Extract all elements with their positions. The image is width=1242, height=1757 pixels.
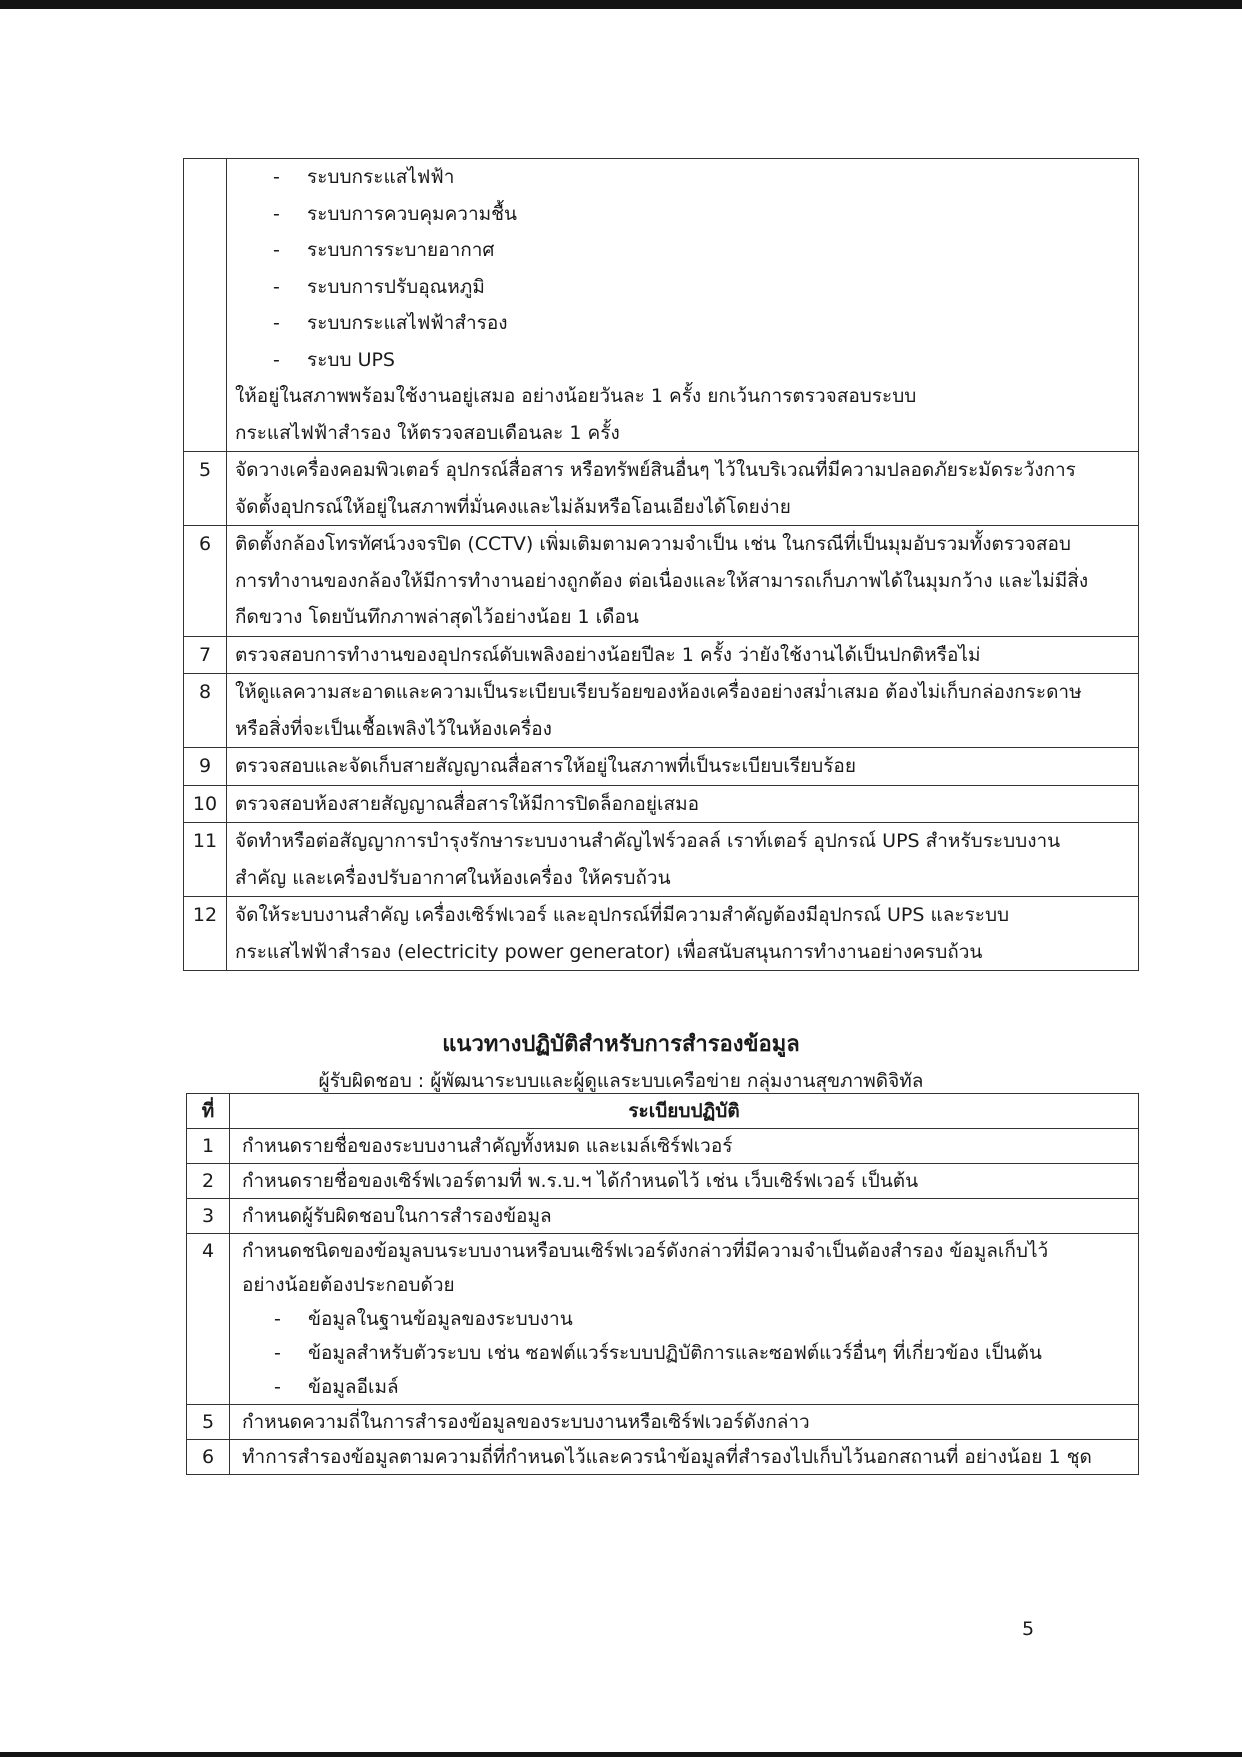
bullet-dash: - <box>274 1342 281 1364</box>
bullet-dash: - <box>273 166 280 188</box>
row-text-line: กระแสไฟฟ้าสำรอง (electricity power generator) เพื่อสนับสนุนการทำงานอย่างครบถ้วน <box>235 940 983 963</box>
column-header-no: ที่ <box>187 1094 230 1129</box>
table-row <box>187 1129 1139 1164</box>
table-row <box>184 159 1139 452</box>
scan-top-edge <box>0 0 1242 9</box>
row-number: 12 <box>184 897 227 971</box>
row-number: 5 <box>187 1405 230 1440</box>
row-text-line: กีดขวาง โดยบันทึกภาพล่าสุดไว้อย่างน้อย 1 เดือน <box>235 606 639 628</box>
row-text <box>227 636 1139 674</box>
row-number: 7 <box>184 636 227 674</box>
table-row <box>184 748 1139 786</box>
row-text-line: ตรวจสอบและจัดเก็บสายสัญญาณสื่อสารให้อยู่ในสภาพที่เป็นระเบียบเรียบร้อย <box>235 755 856 777</box>
bullet-dash: - <box>274 1376 281 1398</box>
row-number: 6 <box>184 526 227 637</box>
row-number: 5 <box>184 452 227 526</box>
row-text-line: จัดทำหรือต่อสัญญาการบำรุงรักษาระบบงานสำคัญไฟร์วอลล์ เราท์เตอร์ อุปกรณ์ UPS สำหรับระบบงาน <box>235 830 1061 852</box>
list-item: - ระบบกระแสไฟฟ้าสำรอง <box>235 305 1130 342</box>
row-text-line: ตรวจสอบห้องสายสัญญาณสื่อสารให้มีการปิดล็อกอยู่เสมอ <box>235 792 700 815</box>
scan-bottom-edge <box>0 1752 1242 1757</box>
row-number: 2 <box>187 1164 230 1199</box>
page-number: 5 <box>1021 1618 1035 1640</box>
section-title: แนวทางปฏิบัติสำหรับการสำรองข้อมูล <box>442 1032 800 1057</box>
procedures-table-continued <box>183 158 1139 971</box>
responsible-party: ผู้รับผิดชอบ : ผู้พัฒนาระบบและผู้ดูแลระบบเครือข่าย กลุ่มงานสุขภาพดิจิทัล <box>318 1070 924 1092</box>
bullet-dash: - <box>273 202 280 225</box>
row-text <box>227 452 1139 526</box>
list-item: - ระบบ UPS <box>235 342 1130 379</box>
row-text-line: ให้อยู่ในสภาพพร้อมใช้งานอยู่เสมอ อย่างน้อยวันละ 1 ครั้ง ยกเว้นการตรวจสอบระบบ <box>235 385 917 407</box>
backup-procedures-table <box>186 1093 1139 1475</box>
bullet-dash: - <box>274 1308 281 1330</box>
table-row <box>184 674 1139 748</box>
row-number: 11 <box>184 823 227 897</box>
row-text-line: จัดตั้งอุปกรณ์ให้อยู่ในสภาพที่มั่นคงและไม่ล้มหรือโอนเอียงได้โดยง่าย <box>235 495 791 518</box>
table-row <box>184 636 1139 674</box>
bullet-dash: - <box>273 239 280 261</box>
table-header-row <box>187 1094 1139 1129</box>
list-item: - ระบบการปรับอุณหภูมิ <box>235 269 1130 306</box>
row-text-line: จัดวางเครื่องคอมพิวเตอร์ อุปกรณ์สื่อสาร หรือทรัพย์สินอื่นๆ ไว้ในบริเวณที่มีความปลอดภัยระมัดระวังการ <box>235 459 1076 481</box>
row-text-line: สำคัญ และเครื่องปรับอากาศในห้องเครื่อง ให้ครบถ้วน <box>235 866 671 889</box>
row-number: 3 <box>187 1199 230 1234</box>
list-item: - ระบบการระบายอากาศ <box>235 232 1130 269</box>
list-item: - ข้อมูลอีเมล์ <box>242 1370 1126 1404</box>
row-text-line: ติดตั้งกล้องโทรทัศน์วงจรปิด (CCTV) เพิ่มเติมตามความจำเป็น เช่น ในกรณีที่เป็นมุมอับรวมทั้งตรวจสอบ <box>235 533 1071 555</box>
row-text <box>227 897 1139 971</box>
row-text-line: กระแสไฟฟ้าสำรอง ให้ตรวจสอบเดือนละ 1 ครั้ง <box>235 421 620 444</box>
column-header-procedure: ระเบียบปฏิบัติ <box>230 1094 1139 1129</box>
row-text: กำหนดรายชื่อของเซิร์ฟเวอร์ตามที่ พ.ร.บ.ฯ ได้กำหนดไว้ เช่น เว็บเซิร์ฟเวอร์ เป็นต้น <box>230 1164 1139 1199</box>
row-text-line: หรือสิ่งที่จะเป็นเชื้อเพลิงไว้ในห้องเครื่อง <box>235 717 552 740</box>
row-number: 10 <box>184 785 227 823</box>
row-text-line: อย่างน้อยต้องประกอบด้วย <box>242 1274 455 1296</box>
table-row <box>184 526 1139 637</box>
row-text <box>227 785 1139 823</box>
list-item: - ระบบกระแสไฟฟ้า <box>235 159 1130 196</box>
row-text: กำหนดรายชื่อของระบบงานสำคัญทั้งหมด และเมล์เซิร์ฟเวอร์ <box>230 1129 1139 1164</box>
row-number: 1 <box>187 1129 230 1164</box>
table-row <box>184 897 1139 971</box>
row-number <box>184 159 227 452</box>
row-number: 6 <box>187 1440 230 1475</box>
row-number: 4 <box>187 1234 230 1405</box>
list-item: - ระบบการควบคุมความชื้น <box>235 196 1130 233</box>
table-row <box>187 1405 1139 1440</box>
table-row <box>187 1164 1139 1199</box>
table-row <box>184 452 1139 526</box>
bullet-dash: - <box>273 312 280 334</box>
list-item: - ข้อมูลสำหรับตัวระบบ เช่น ซอฟต์แวร์ระบบปฏิบัติการและซอฟต์แวร์อื่นๆ ที่เกี่ยวข้อง เป็นต้น <box>242 1336 1126 1370</box>
list-item: - ข้อมูลในฐานข้อมูลของระบบงาน <box>242 1302 1126 1336</box>
row-text: ทำการสำรองข้อมูลตามความถี่ที่กำหนดไว้และควรนำข้อมูลที่สำรองไปเก็บไว้นอกสถานที่ อย่างน้อย 1 ชุด <box>230 1440 1139 1475</box>
row-text <box>230 1234 1139 1405</box>
row-number: 9 <box>184 748 227 786</box>
row-text <box>227 674 1139 748</box>
row-text <box>227 526 1139 637</box>
table-row <box>184 823 1139 897</box>
table-row <box>187 1440 1139 1475</box>
bullet-dash: - <box>273 348 280 371</box>
row-text-line: กำหนดชนิดของข้อมูลบนระบบงานหรือบนเซิร์ฟเวอร์ดังกล่าวที่มีความจำเป็นต้องสำรอง ข้อมูลเก็บไว้ <box>242 1240 1049 1262</box>
table-row <box>187 1234 1139 1405</box>
row-text: กำหนดผู้รับผิดชอบในการสำรองข้อมูล <box>230 1199 1139 1234</box>
row-text <box>227 823 1139 897</box>
bullet-dash: - <box>273 275 280 298</box>
row-text: กำหนดความถี่ในการสำรองข้อมูลของระบบงานหรือเซิร์ฟเวอร์ดังกล่าว <box>230 1405 1139 1440</box>
row-text-line: ตรวจสอบการทำงานของอุปกรณ์ดับเพลิงอย่างน้อยปีละ 1 ครั้ง ว่ายังใช้งานได้เป็นปกติหรือไม่ <box>235 643 981 666</box>
row-text-line: การทำงานของกล้องให้มีการทำงานอย่างถูกต้อง ต่อเนื่องและให้สามารถเก็บภาพได้ในมุมกว้าง และไม่มีสิ่ง <box>235 569 1089 592</box>
row-text-line: จัดให้ระบบงานสำคัญ เครื่องเซิร์ฟเวอร์ และอุปกรณ์ที่มีความสำคัญต้องมีอุปกรณ์ UPS และระบบ <box>235 904 1010 926</box>
table-row <box>187 1199 1139 1234</box>
table-row <box>184 785 1139 823</box>
row-number: 8 <box>184 674 227 748</box>
row-text-line: ให้ดูแลความสะอาดและความเป็นระเบียบเรียบร้อยของห้องเครื่องอย่างสม่ำเสมอ ต้องไม่เก็บกล่องกระดาษ <box>235 681 1082 703</box>
row-text <box>227 159 1139 452</box>
row-text <box>227 748 1139 786</box>
